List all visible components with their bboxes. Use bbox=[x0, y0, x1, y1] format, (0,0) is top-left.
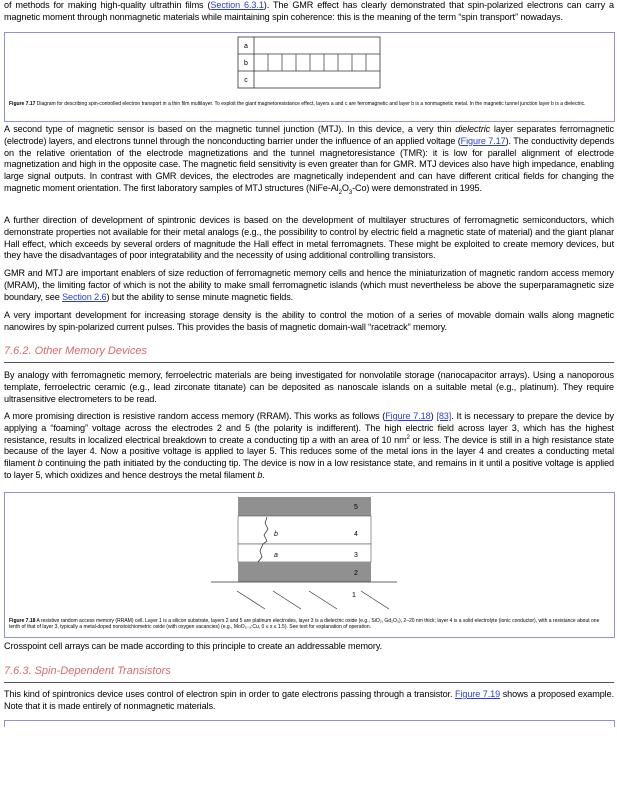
text: O bbox=[341, 182, 349, 193]
text: -Co) were demonstrated in 1995. bbox=[352, 182, 482, 193]
layer-label-1: 1 bbox=[352, 592, 356, 599]
link-figure-7-17[interactable]: Figure 7.17 bbox=[460, 135, 506, 146]
substrate-hatch bbox=[273, 591, 301, 609]
text: A second type of magnetic sensor is based on the magnetic tunnel junction (MTJ). In this device, a very thin bbox=[4, 124, 456, 134]
layer-label-2: 2 bbox=[354, 570, 358, 577]
link-figure-7-18[interactable]: Figure 7.18 bbox=[385, 411, 431, 421]
layer-2-electrode bbox=[238, 562, 371, 582]
paragraph-mram bbox=[4, 268, 614, 303]
text: layer separates ferromagnetic (electrode) layers, and electrons tunnel through the nonconducting barrier under the influence of an applied voltage ( bbox=[4, 124, 614, 146]
caption-text: A resistive random access memory (RRAM) cell. Layer 1 is a silicon substrate, layers 2 and 5 are platinum electrodes, layer 3 is a dielectric oxide (e.g., SiO₂, Gd₂O₃), 2–20 nm thick; layer 4 is a solid electrolyte (ionic conductor), with a resistance about one tenth of that of layer 3, typically a metal-doped nonstoichiometric oxide (with oxygen vacancies) (e.g., MoO₃₋ₓ:Cu, 0 ≤ x ≤ 1.5). See text for explanation of operation. bbox=[9, 618, 600, 630]
heading-rule bbox=[4, 682, 614, 683]
layer-label-c: c bbox=[244, 77, 248, 84]
text: continuing the path initiated by the conducting tip. The device is now in a low resistance state, and remains in it until a positive voltage is applied to layer 5, which oxidizes and hence destroys the metal filament bbox=[4, 458, 615, 480]
superscript: 2 bbox=[406, 434, 410, 441]
text: of methods for making high-quality ultrathin films ( bbox=[4, 0, 211, 10]
caption-text: Diagram for describing spin-controlled electron transport in a thin film multilayer. To exploit the giant magnetoresistance effect, layers a and c are ferromagnetic and layer b is a nonmagnetic metal. In the magnetic tunnel junction layer b is a dielectric. bbox=[35, 101, 586, 107]
text: with an area of 10 nm bbox=[317, 434, 407, 445]
layer-label-a: a bbox=[244, 43, 248, 50]
text: ) bbox=[430, 411, 437, 421]
caption-label: Figure 7.18 bbox=[9, 618, 36, 624]
paragraph-mtj bbox=[4, 124, 614, 195]
figure-caption bbox=[9, 618, 609, 630]
layer-5-electrode bbox=[238, 497, 371, 516]
text: . bbox=[262, 469, 265, 480]
layer-3-dielectric bbox=[238, 544, 371, 562]
paragraph-spin-transistors bbox=[4, 689, 614, 713]
subscript: 3 bbox=[348, 189, 353, 196]
text: or less. The device is still in a high resistance state because of the layer 4. Now a positive voltage is applied to layer 5. This reduces some of the metal ions in the layer 4 and creates a conducting metal filament bbox=[4, 434, 614, 469]
figure-7-19-frame-top bbox=[4, 720, 615, 727]
emphasis: a bbox=[312, 434, 317, 445]
text: ) but the ability to sense minute magnetic fields. bbox=[106, 291, 294, 302]
layer-label-b: b bbox=[244, 60, 248, 67]
section-heading-7-6-2: 7.6.2. Other Memory Devices bbox=[4, 345, 148, 357]
text: This kind of spintronics device uses control of electron spin in order to gate electrons passing through a transistor. bbox=[4, 689, 456, 699]
figure-7-17 bbox=[4, 32, 615, 122]
figure-caption bbox=[9, 101, 609, 107]
substrate-hatch bbox=[309, 591, 337, 609]
layer-label-5: 5 bbox=[354, 504, 358, 511]
paragraph-rram bbox=[4, 411, 614, 482]
link-section-6-3-1[interactable]: Section 6.3.1 bbox=[210, 0, 264, 10]
substrate-hatch bbox=[237, 591, 265, 609]
heading-rule bbox=[4, 362, 614, 363]
paragraph-ferroelectric: By analogy with ferromagnetic memory, ferroelectric materials are being investigated for nonvolatile storage (nanocapacitor arrays). Using a nanoporous template, ferroelectric ceramic (e.g., lead zirconate titanate) can be deposited as nanoscale islands on a suitable metal (e.g., platinum). They require ultrasensitive electrometers to be read. bbox=[4, 370, 614, 404]
multilayer-diagram bbox=[5, 33, 614, 103]
figure-7-18 bbox=[4, 492, 615, 638]
text: GMR and MTJ are important enablers of size reduction of ferromagnetic memory cells and hence the miniaturization of magnetic random access memory (MRAM), the limiting factor of which is not the ability to make small ferromagnetic islands (which must nevertheless be above the superparamagnetic size boundary, see bbox=[4, 268, 614, 302]
section-heading-7-6-3: 7.6.3. Spin-Dependent Transistors bbox=[4, 665, 171, 677]
text: . It is necessary to prepare the device by applying a “foaming” voltage across the electrodes 2 and 5 (the polarity is indifferent). The high electric field across layer 3, which has the highest resistance, results in localized electrical breakdown to create a conducting tip bbox=[4, 411, 614, 445]
layer-4-electrolyte bbox=[238, 516, 371, 544]
subscript: 2 bbox=[338, 189, 342, 196]
text: A more promising direction is resistive random access memory (RRAM). This works as follows ( bbox=[4, 411, 386, 421]
mark-a: a bbox=[274, 552, 278, 559]
paragraph-racetrack: A very important development for increasing storage density is the ability to control the motion of a series of movable domain walls along magnetic nanowires by spin-polarized current pulses. This provides the basis of magnetic domain-wall “racetrack” memory. bbox=[4, 310, 614, 332]
link-reference-83[interactable]: [83] bbox=[436, 411, 452, 421]
substrate-hatch bbox=[361, 591, 389, 609]
link-section-2-6[interactable]: Section 2.6 bbox=[62, 291, 107, 302]
mark-b: b bbox=[274, 531, 278, 538]
link-figure-7-19[interactable]: Figure 7.19 bbox=[455, 689, 501, 699]
text: shows a proposed example. Note that it is made entirely of nonmagnetic materials. bbox=[4, 689, 614, 711]
layer-label-4: 4 bbox=[354, 531, 358, 538]
paragraph-crosspoint: Crosspoint cell arrays can be made according to this principle to create an addressable memory. bbox=[4, 641, 383, 651]
emphasis: b bbox=[257, 469, 263, 480]
paragraph-gmr-intro bbox=[4, 0, 614, 24]
rram-diagram bbox=[5, 493, 614, 615]
text: ). The GMR effect has clearly demonstrated that spin-polarized electrons can carry a magnetic moment through nonmagnetic materials while maintaining spin coherence: this is the meaning of the term “spin transport” nowadays. bbox=[4, 0, 614, 22]
caption-label: Figure 7.17 bbox=[9, 101, 36, 107]
text: ). The conductivity depends on the relative orientation of the electrode magnetizations and the tunnel magnetoresistance (TMR): it is low for parallel alignment of electrode magnetization and high in the opposite case. The magnetic field sensitivity is even greater than for GMR. MTJ devices also have high impedance, enabling large signal outputs. In contrast with GMR devices, the electrodes are magnetically independent and can have different critical fields for changing the magnetic moment orientation. The first laboratory samples of MTJ structures (NiFe-Al bbox=[4, 135, 615, 193]
layer-label-3: 3 bbox=[354, 552, 358, 559]
diagram-frame bbox=[238, 37, 380, 88]
paragraph-ferromagnetic-semiconductors: A further direction of development of spintronic devices is based on the development of multilayer structures of ferromagnetic semiconductors, which demonstrate properties not available for their metal analogs (e.g., the possibility to control by electric field a magnetic state of material) and the giant planar Hall effect, which exceeds by several orders of magnitude the Hall effect in metal ferromagnets. These might be exploited to create memory devices, but they have the disadvantages of poor integratability and the necessity of using additional controlling transistors. bbox=[4, 215, 614, 261]
emphasis: b bbox=[37, 458, 43, 469]
emphasis: dielectric bbox=[455, 124, 491, 134]
